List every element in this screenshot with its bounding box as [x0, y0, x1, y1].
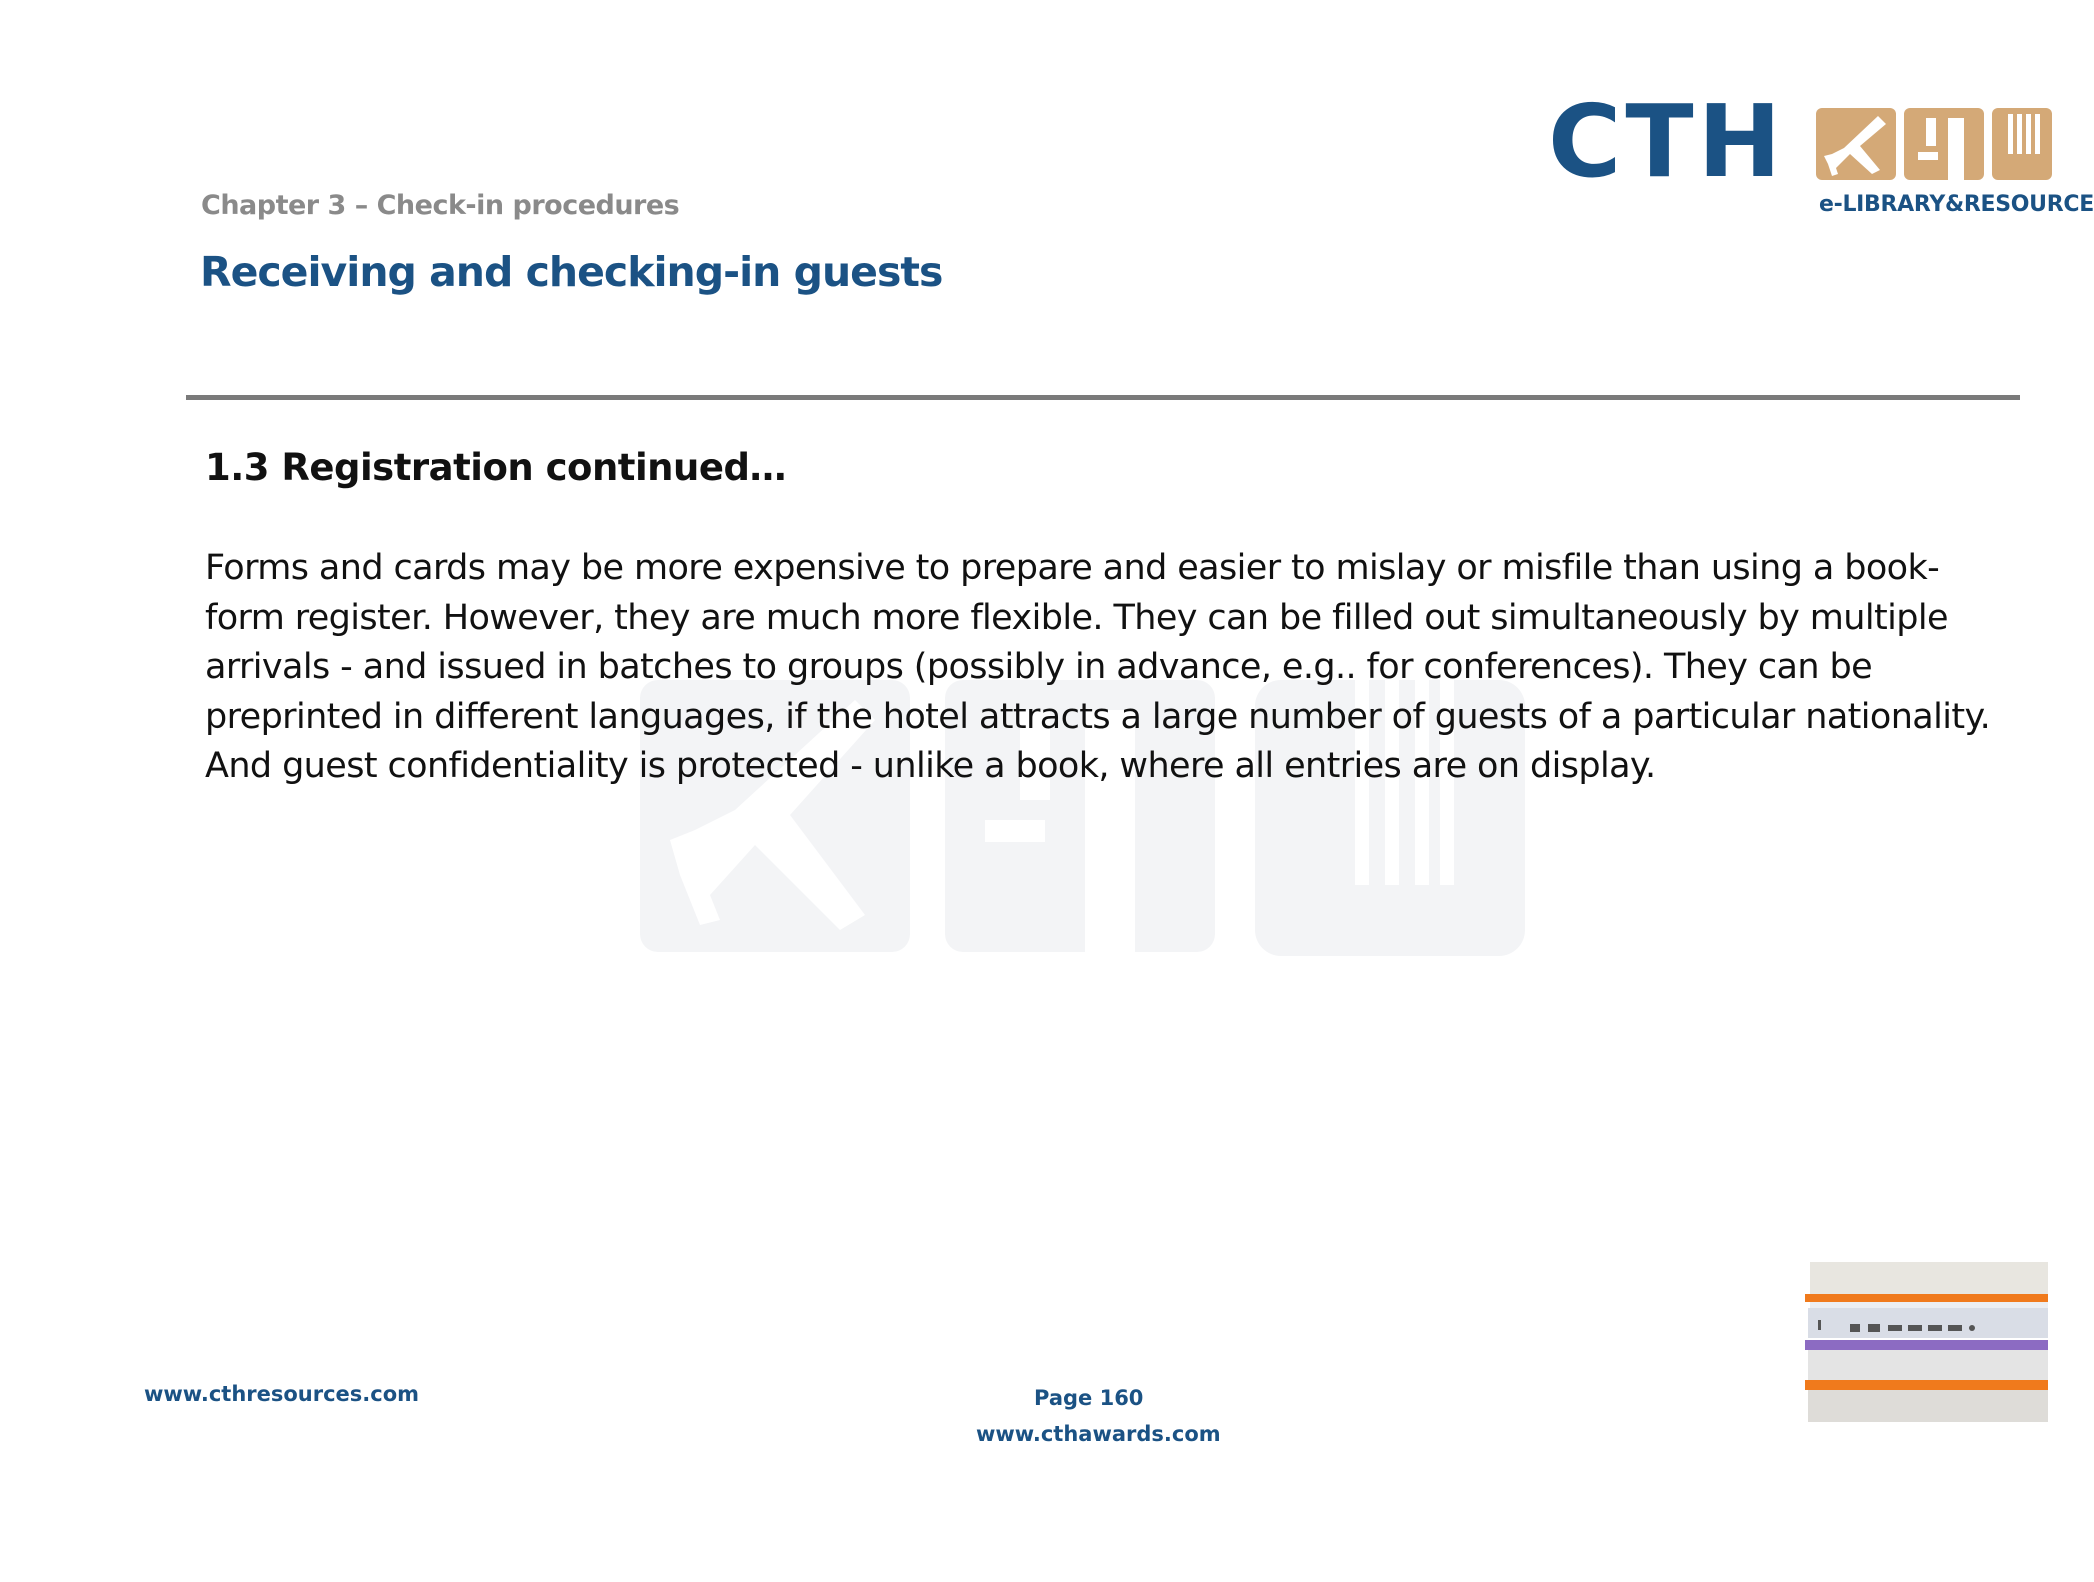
building-icon [1904, 108, 1984, 180]
header-divider [186, 395, 2020, 400]
footer-resources-link[interactable]: www.cthresources.com [144, 1382, 420, 1406]
fork-icon [1992, 108, 2052, 180]
page-title: Receiving and checking-in guests [200, 248, 943, 296]
cth-logo [1548, 83, 2094, 220]
book-stack-icon [1800, 1262, 2048, 1432]
page-number: Page 160 [1034, 1386, 1144, 1410]
airplane-icon [1816, 108, 1896, 180]
body-paragraph: Forms and cards may be more expensive to prepare and easier to mislay or misfile than using a book-form register. However, they are much more flexible. They can be filled out simultaneously by multiple arrivals - and issued in batches to groups (possibly in advance, e.g.. for conferences). They can be preprinted in different languages, if the hotel attracts a large number of guests of a particular nationality. And guest confidentiality is protected - unlike a book, where all entries are on display. [205, 548, 1991, 786]
logo-text: CTH [1548, 83, 1786, 200]
footer-awards-link[interactable]: www.cthawards.com [976, 1422, 1221, 1446]
logo-tagline: e-LIBRARY&RESOURCE [1819, 192, 2094, 217]
body-text [205, 544, 2015, 792]
section-heading: 1.3 Registration continued… [205, 446, 786, 489]
chapter-label: Chapter 3 – Check-in procedures [201, 190, 680, 221]
